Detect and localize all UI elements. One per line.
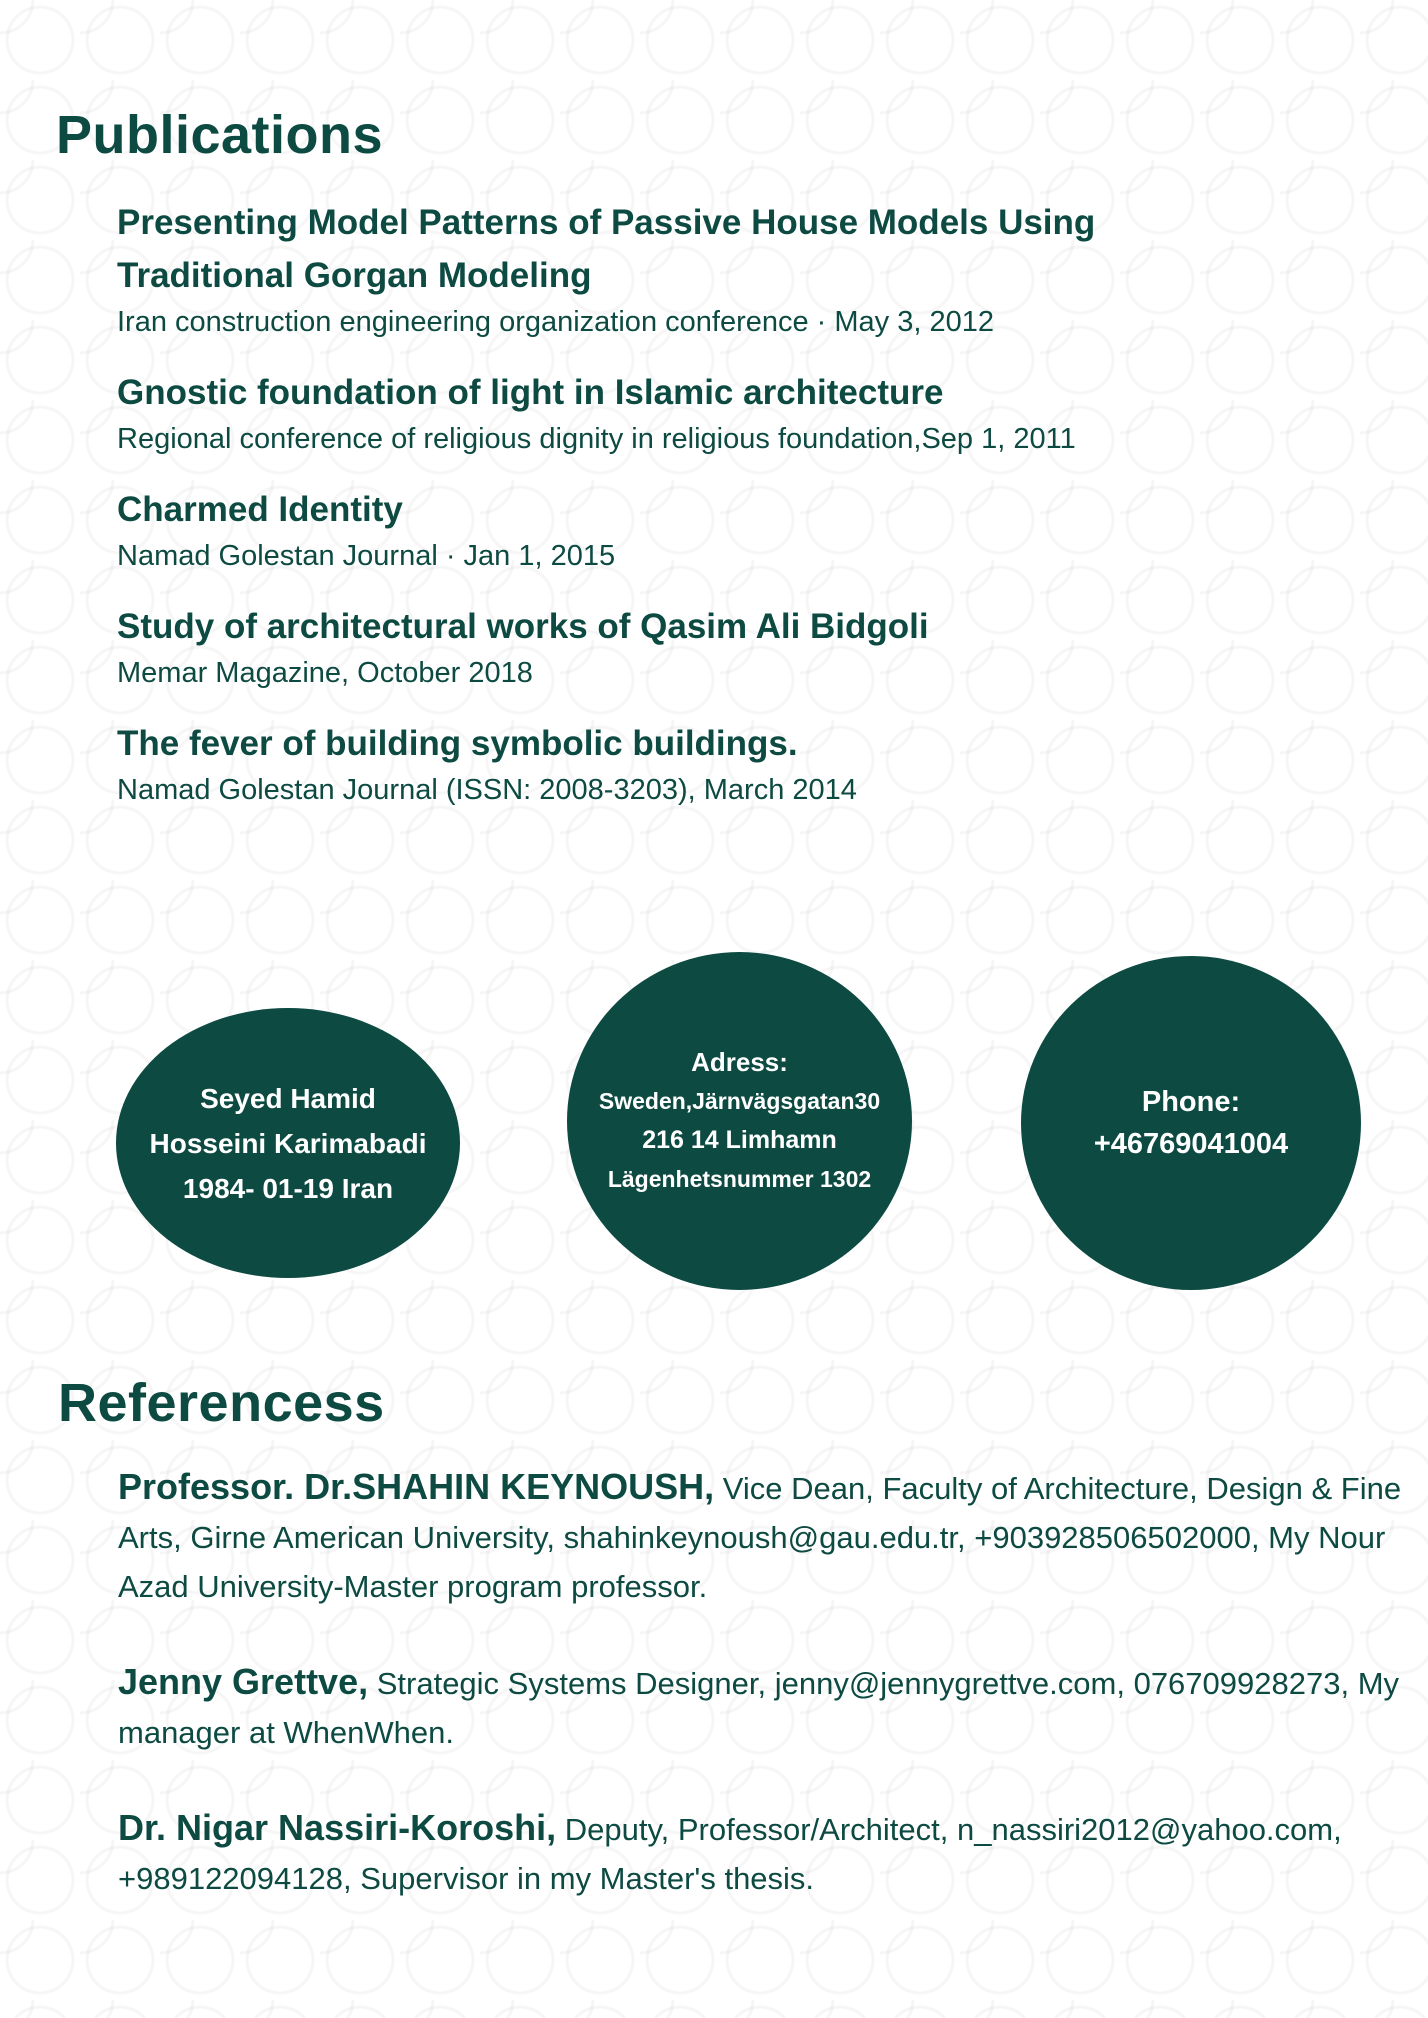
address-circle	[567, 952, 912, 1290]
publications-heading: Publications	[56, 105, 384, 165]
publication-source: Iran construction engineering organization conference · May 3, 2012	[117, 306, 994, 338]
reference-name: Dr. Nigar Nassiri-Koroshi,	[118, 1807, 557, 1848]
publication-title: The fever of building symbolic buildings.	[117, 724, 798, 763]
publication-item	[117, 366, 1347, 459]
address-postcode-city: 216 14 Limhamn	[642, 1126, 837, 1154]
reference-name: Professor. Dr.SHAHIN KEYNOUSH,	[118, 1466, 715, 1507]
references-heading: Referencess	[58, 1373, 385, 1433]
publication-source: Regional conference of religious dignity in religious foundation,Sep 1, 2011	[117, 423, 1076, 455]
phone-circle	[1021, 956, 1361, 1290]
address-apartment: Lägenhetsnummer 1302	[607, 1166, 872, 1192]
publication-item	[117, 196, 1347, 342]
publication-title: Gnostic foundation of light in Islamic architecture	[117, 373, 944, 412]
publication-item	[117, 717, 1347, 810]
reference-details: Strategic Systems Designer, jenny@jennygrettve.com, 076709928273, My manager at WhenWhen.	[118, 1666, 1400, 1750]
person-birth-info: 1984- 01-19 Iran	[182, 1172, 394, 1204]
person-name-line1: Seyed Hamid	[200, 1082, 376, 1114]
publication-title: Presenting Model Patterns of Passive House Models Using Traditional Gorgan Modeling	[117, 203, 1096, 295]
reference-details: Deputy, Professor/Architect, n_nassiri2012@yahoo.com, +989122094128, Supervisor in my Master's thesis.	[118, 1812, 1342, 1896]
person-name-line2: Hosseini Karimabadi	[149, 1127, 427, 1159]
publication-source: Namad Golestan Journal (ISSN: 2008-3203), March 2014	[117, 774, 857, 806]
publication-item	[117, 600, 1347, 693]
reference-item	[118, 1657, 1418, 1757]
publications-list	[117, 196, 1347, 834]
publication-source: Namad Golestan Journal · Jan 1, 2015	[117, 540, 616, 572]
publication-title: Charmed Identity	[117, 490, 403, 529]
publication-source: Memar Magazine, October 2018	[117, 657, 533, 689]
phone-number: +46769041004	[1093, 1128, 1289, 1160]
address-street: Sweden,Järnvägsgatan30	[598, 1088, 881, 1114]
address-label: Adress:	[691, 1047, 788, 1077]
reference-item	[118, 1462, 1418, 1611]
references-list	[118, 1462, 1418, 1949]
reference-details: Vice Dean, Faculty of Architecture, Design & Fine Arts, Girne American University, shahinkeynoush@gau.edu.tr, +903928506502000, My Nour Azad University-Master program professor.	[118, 1471, 1402, 1604]
reference-item	[118, 1803, 1418, 1903]
reference-name: Jenny Grettve,	[118, 1661, 369, 1702]
personal-info-circle	[116, 1008, 460, 1278]
publication-item	[117, 483, 1347, 576]
publication-title: Study of architectural works of Qasim Ali Bidgoli	[117, 607, 929, 646]
phone-label: Phone:	[1141, 1086, 1241, 1118]
